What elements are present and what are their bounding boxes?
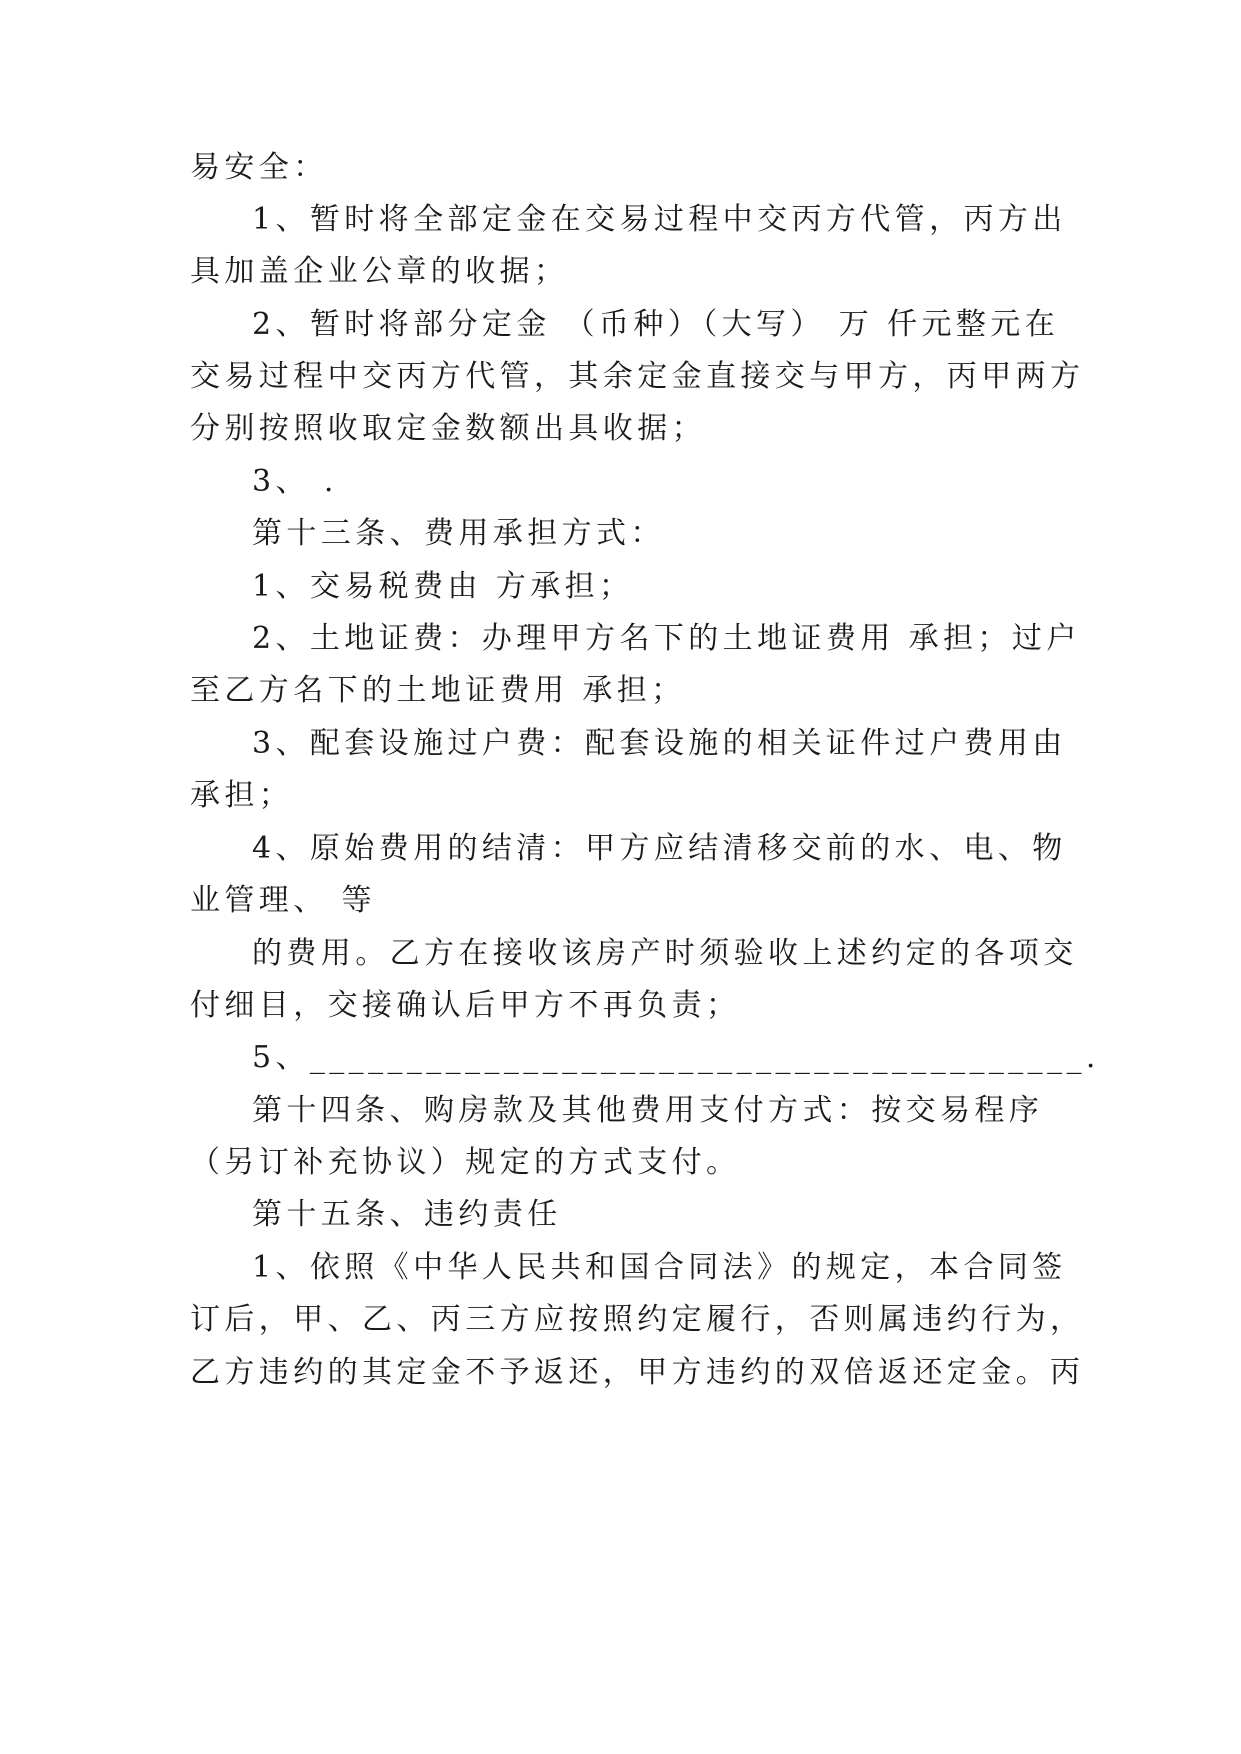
text-line: 1、暂时将全部定金在交易过程中交丙方代管，丙方出 bbox=[252, 202, 1067, 237]
text-line: 3、配套设施过户费：配套设施的相关证件过户费用由 bbox=[252, 726, 1067, 761]
text-line: 承担； bbox=[190, 778, 294, 813]
text-line: 乙方违约的其定金不予返还，甲方违约的双倍返还定金。丙 bbox=[190, 1355, 1085, 1390]
text-line: 2、土地证费：办理甲方名下的土地证费用 承担；过户 bbox=[252, 621, 1081, 656]
text-line: （另订补充协议）规定的方式支付。 bbox=[190, 1145, 741, 1180]
text-line: 至乙方名下的土地证费用 承担； bbox=[190, 673, 686, 708]
text-line: 付细目，交接确认后甲方不再负责； bbox=[190, 988, 741, 1023]
text-line: 1、交易税费由 方承担； bbox=[252, 569, 634, 604]
text-line: 分别按照收取定金数额出具收据； bbox=[190, 411, 706, 446]
text-line: 交易过程中交丙方代管，其余定金直接交与甲方，丙甲两方 bbox=[190, 359, 1085, 394]
text-line: 第十三条、费用承担方式： bbox=[252, 516, 665, 551]
text-line: 易安全： bbox=[190, 150, 328, 185]
text-line: 2、暂时将部分定金 （币种）（大写） 万 仟元整元在 bbox=[252, 307, 1060, 342]
text-line: 业管理、 等 bbox=[190, 883, 376, 918]
text-line: 具加盖企业公章的收据； bbox=[190, 254, 569, 289]
text-line: 第十五条、违约责任 bbox=[252, 1197, 562, 1232]
text-line: 订后，甲、乙、丙三方应按照约定履行，否则属违约行为， bbox=[190, 1302, 1085, 1337]
text-line: 的费用。乙方在接收该房产时须验收上述约定的各项交 bbox=[252, 936, 1078, 971]
text-line: 5、________________________________________. bbox=[252, 1040, 1100, 1075]
text-line: 第十四条、购房款及其他费用支付方式：按交易程序 bbox=[252, 1093, 1044, 1128]
text-line: 1、依照《中华人民共和国合同法》的规定，本合同签 bbox=[252, 1250, 1067, 1285]
text-line: 3、 . bbox=[252, 464, 338, 499]
text-line: 4、原始费用的结清：甲方应结清移交前的水、电、物 bbox=[252, 831, 1067, 866]
